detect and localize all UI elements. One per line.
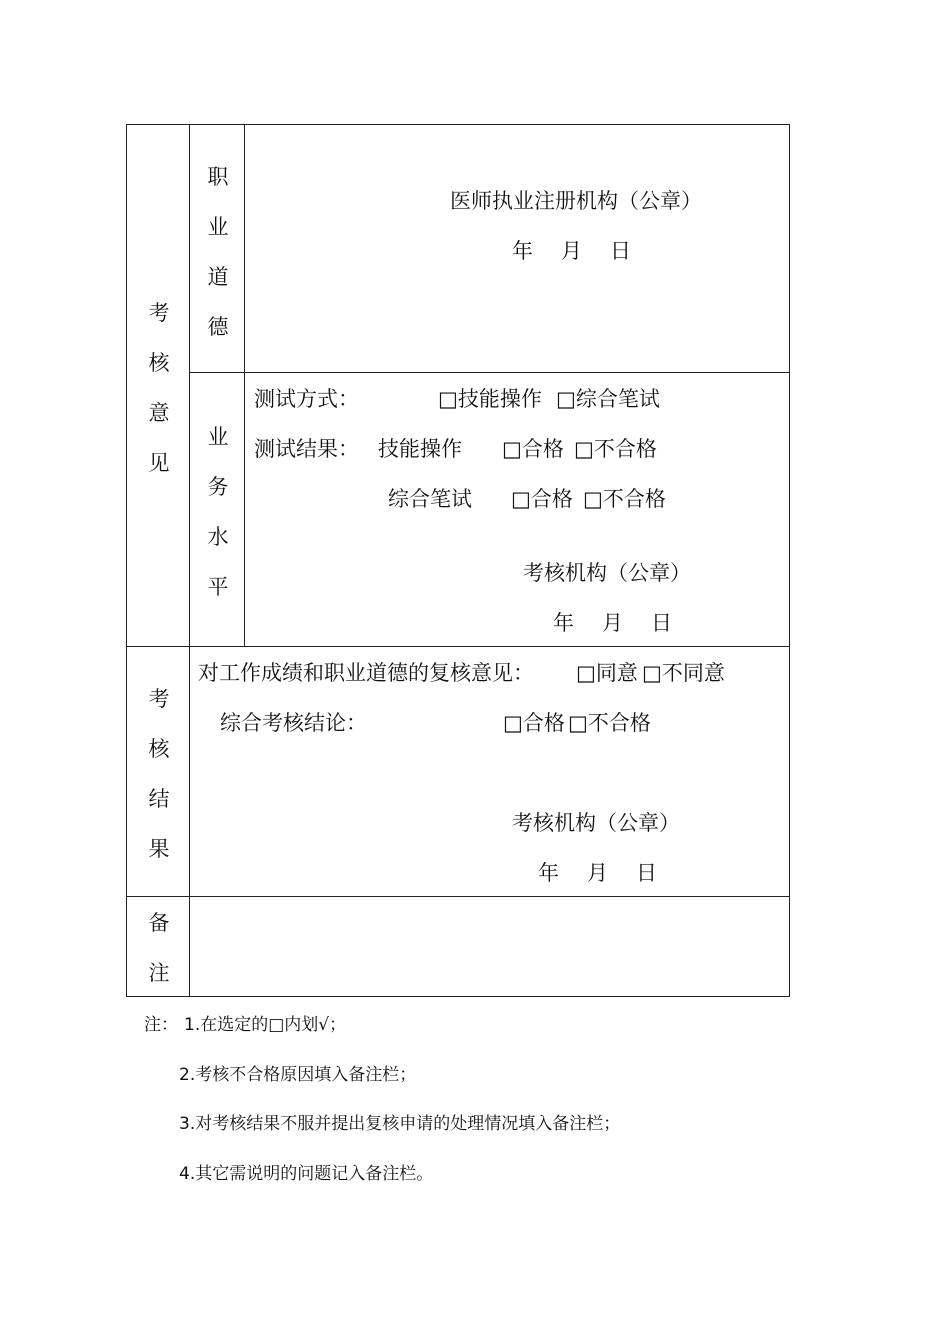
result-written-exam-label: 综合笔试 bbox=[388, 487, 472, 511]
assessment-form-table bbox=[126, 124, 790, 997]
checkbox-skill-fail[interactable]: □不合格 bbox=[574, 437, 657, 461]
note-item: 2.考核不合格原因填入备注栏； bbox=[179, 1065, 417, 1085]
checkbox-written-pass[interactable]: □合格 bbox=[511, 487, 573, 511]
skill-date: 年 月 日 bbox=[553, 611, 672, 635]
table-border-right bbox=[789, 124, 790, 997]
table-border-top bbox=[126, 124, 790, 125]
table-border-bottom bbox=[126, 996, 790, 997]
skill-label: 业 务 水 平 bbox=[207, 425, 229, 599]
table-border-left bbox=[126, 124, 127, 997]
label-column-divider bbox=[189, 124, 190, 997]
checkbox-skill-pass[interactable]: □合格 bbox=[502, 437, 564, 461]
opinion-result-divider bbox=[126, 646, 790, 647]
result-date: 年 月 日 bbox=[538, 861, 657, 885]
ethics-date: 年 月 日 bbox=[512, 239, 631, 263]
test-method-label: 测试方式： bbox=[254, 387, 359, 411]
result-remarks-divider bbox=[126, 896, 790, 897]
test-result-label: 测试结果： bbox=[254, 437, 359, 461]
checkbox-conclusion-pass[interactable]: □合格 bbox=[503, 711, 565, 735]
conclusion-label: 综合考核结论： bbox=[220, 711, 367, 735]
checkbox-written-fail[interactable]: □不合格 bbox=[583, 487, 666, 511]
checkbox-agree[interactable]: □同意 bbox=[576, 661, 638, 685]
checkbox-disagree[interactable]: □不同意 bbox=[642, 661, 725, 685]
note-item: 4.其它需说明的问题记入备注栏。 bbox=[179, 1164, 434, 1184]
note-prefix: 注： bbox=[144, 1015, 178, 1035]
ethics-label: 职 业 道 德 bbox=[207, 165, 229, 339]
remarks-field[interactable] bbox=[198, 910, 778, 986]
checkbox-conclusion-fail[interactable]: □不合格 bbox=[568, 711, 651, 735]
note-line-1 bbox=[144, 1014, 346, 1036]
assessment-opinion-label: 考 核 意 见 bbox=[148, 301, 170, 475]
checkbox-written-exam[interactable]: □综合笔试 bbox=[556, 387, 660, 411]
review-opinion-label: 对工作成绩和职业道德的复核意见： bbox=[198, 661, 534, 685]
note-item: 3.对考核结果不服并提出复核申请的处理情况填入备注栏； bbox=[179, 1114, 621, 1134]
assessment-result-label: 考 核 结 果 bbox=[148, 687, 170, 861]
checkbox-skill-operation[interactable]: □技能操作 bbox=[438, 387, 542, 411]
remarks-label: 备 注 bbox=[148, 911, 170, 985]
skill-org-stamp: 考核机构（公章） bbox=[523, 561, 691, 585]
ethics-skill-divider bbox=[189, 372, 790, 373]
result-skill-operation-label: 技能操作 bbox=[378, 437, 462, 461]
sublabel-column-divider bbox=[244, 124, 245, 646]
result-org-stamp: 考核机构（公章） bbox=[512, 811, 680, 835]
ethics-org-stamp: 医师执业注册机构（公章） bbox=[450, 189, 702, 213]
note-item: 1.在选定的□内划√； bbox=[184, 1015, 347, 1035]
